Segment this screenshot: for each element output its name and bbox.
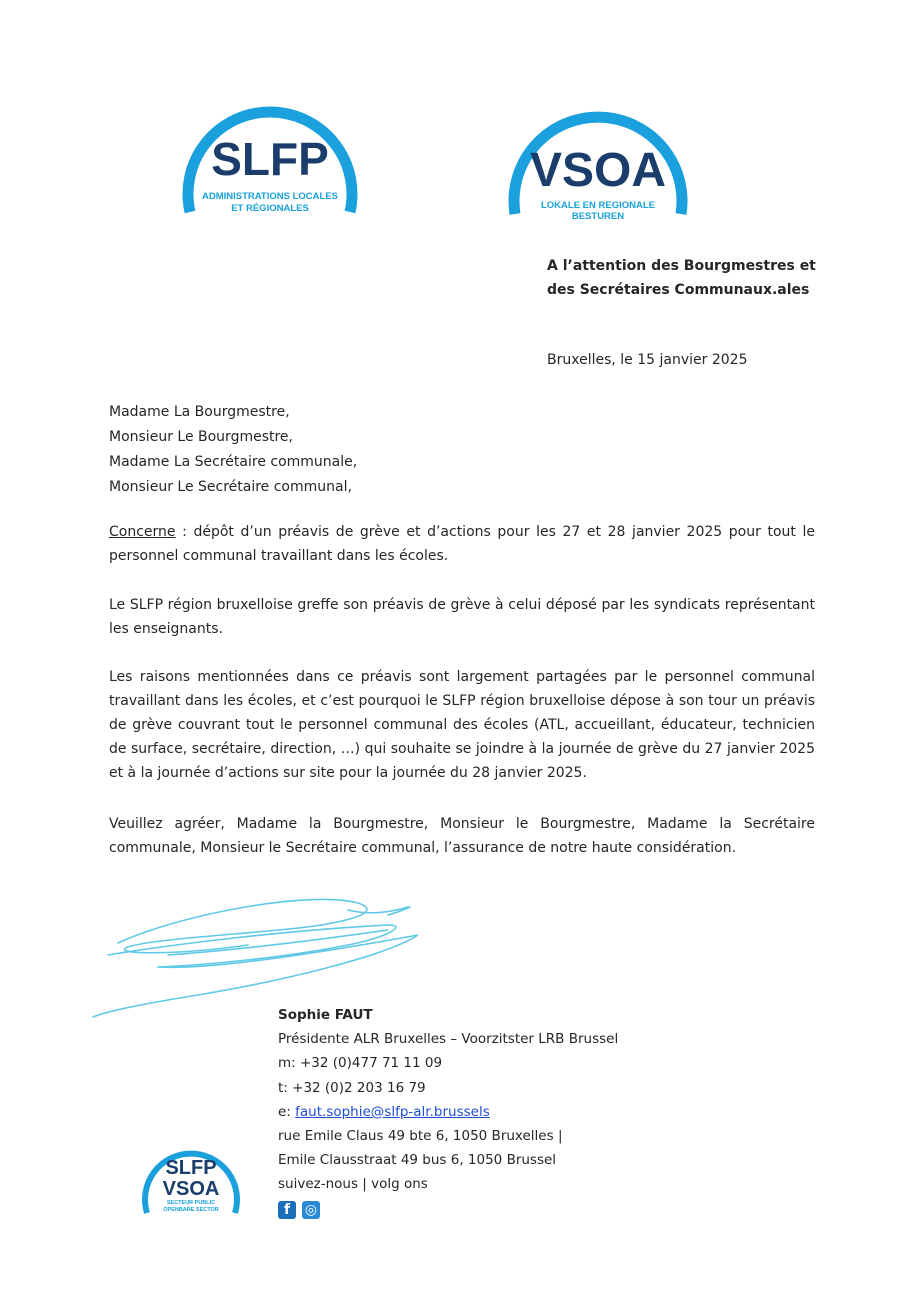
body-paragraph-1: Le SLFP région bruxelloise greffe son préavis de grève à celui déposé par les syndicats représentant les enseignants. bbox=[109, 597, 815, 637]
slfp-logo-sub2: ET RÉGIONALES bbox=[231, 203, 309, 214]
address-nl: Emile Clausstraat 49 bus 6, 1050 Brussel bbox=[278, 1152, 557, 1169]
email-prefix: e: bbox=[278, 1103, 296, 1120]
concerne-text: : dépôt d’un préavis de grève et d’actions pour les 27 et 28 janvier 2025 pour tout le personnel communal travaillant dans les écoles. bbox=[109, 524, 815, 564]
slfp-logo-name: SLFP bbox=[211, 133, 329, 185]
concerne-label: Concerne bbox=[109, 524, 176, 540]
signatory-name: Sophie FAUT bbox=[278, 1007, 373, 1023]
mobile-number: m: +32 (0)477 71 11 09 bbox=[278, 1055, 443, 1072]
attention-line-2: des Secrétaires Communaux.ales bbox=[547, 282, 810, 298]
closing-paragraph: Veuillez agréer, Madame la Bourgmestre, Monsieur le Bourgmestre, Madame la Secrétaire communale, Monsieur le Secrétaire communal, l’assurance de notre haute considération. bbox=[109, 816, 815, 856]
vsoa-logo bbox=[503, 82, 693, 222]
email-line bbox=[278, 1100, 618, 1124]
salutation-line: Madame La Secrétaire communale, bbox=[109, 454, 358, 470]
salutations bbox=[109, 400, 357, 500]
concerne-paragraph bbox=[109, 520, 815, 568]
salutation-line: Madame La Bourgmestre, bbox=[109, 404, 290, 420]
attention-block bbox=[547, 254, 816, 302]
vsoa-logo-sub2: BESTUREN bbox=[571, 211, 625, 222]
follow-us-label: suivez-nous | volg ons bbox=[278, 1176, 428, 1193]
body-paragraph-2: Les raisons mentionnées dans ce préavis sont largement partagées par le personnel communal travaillant dans les écoles, et c’est pourquoi le SLFP région bruxelloise dépose à son tour un préavis de grève couvrant tout le personnel communal des écoles (ATL, accueillant, éducateur, technicien de surface, secrétaire, direction, …) qui souhaite se joindre à la journée de grève du 27 janvier 2025 et à la journée d’actions sur site pour la journée du 28 janvier 2025. bbox=[109, 669, 815, 781]
facebook-icon[interactable]: f bbox=[278, 1201, 296, 1219]
footer-logo-line2: VSOA bbox=[162, 1178, 220, 1200]
footer-logo-sub1: SECTEUR PUBLIC bbox=[166, 1200, 216, 1206]
vsoa-logo-sub1: LOKALE EN REGIONALE bbox=[540, 200, 656, 211]
vsoa-logo-name: VSOA bbox=[529, 144, 667, 197]
instagram-icon[interactable]: ◎ bbox=[302, 1201, 320, 1219]
salutation-line: Monsieur Le Secrétaire communal, bbox=[109, 479, 352, 495]
phone-number: t: +32 (0)2 203 16 79 bbox=[278, 1079, 426, 1096]
signature-block bbox=[278, 1003, 618, 1219]
footer-logo-sub2: OPENBARE SECTOR bbox=[163, 1207, 219, 1213]
slfp-logo bbox=[180, 82, 360, 222]
address-fr: rue Emile Claus 49 bte 6, 1050 Bruxelles | bbox=[278, 1128, 563, 1145]
slfp-logo-sub1: ADMINISTRATIONS LOCALES bbox=[202, 191, 338, 202]
slfp-vsoa-footer-logo bbox=[139, 1137, 243, 1217]
attention-line-1: A l’attention des Bourgmestres et bbox=[547, 258, 816, 274]
salutation-line: Monsieur Le Bourgmestre, bbox=[109, 429, 293, 445]
email-link[interactable]: faut.sophie@slfp-alr.brussels bbox=[295, 1103, 490, 1120]
social-links bbox=[278, 1201, 618, 1219]
letter-date: Bruxelles, le 15 janvier 2025 bbox=[547, 352, 748, 368]
signatory-title: Présidente ALR Bruxelles – Voorzitster LRB Brussel bbox=[278, 1031, 619, 1048]
footer-logo-line1: SLFP bbox=[165, 1157, 217, 1179]
